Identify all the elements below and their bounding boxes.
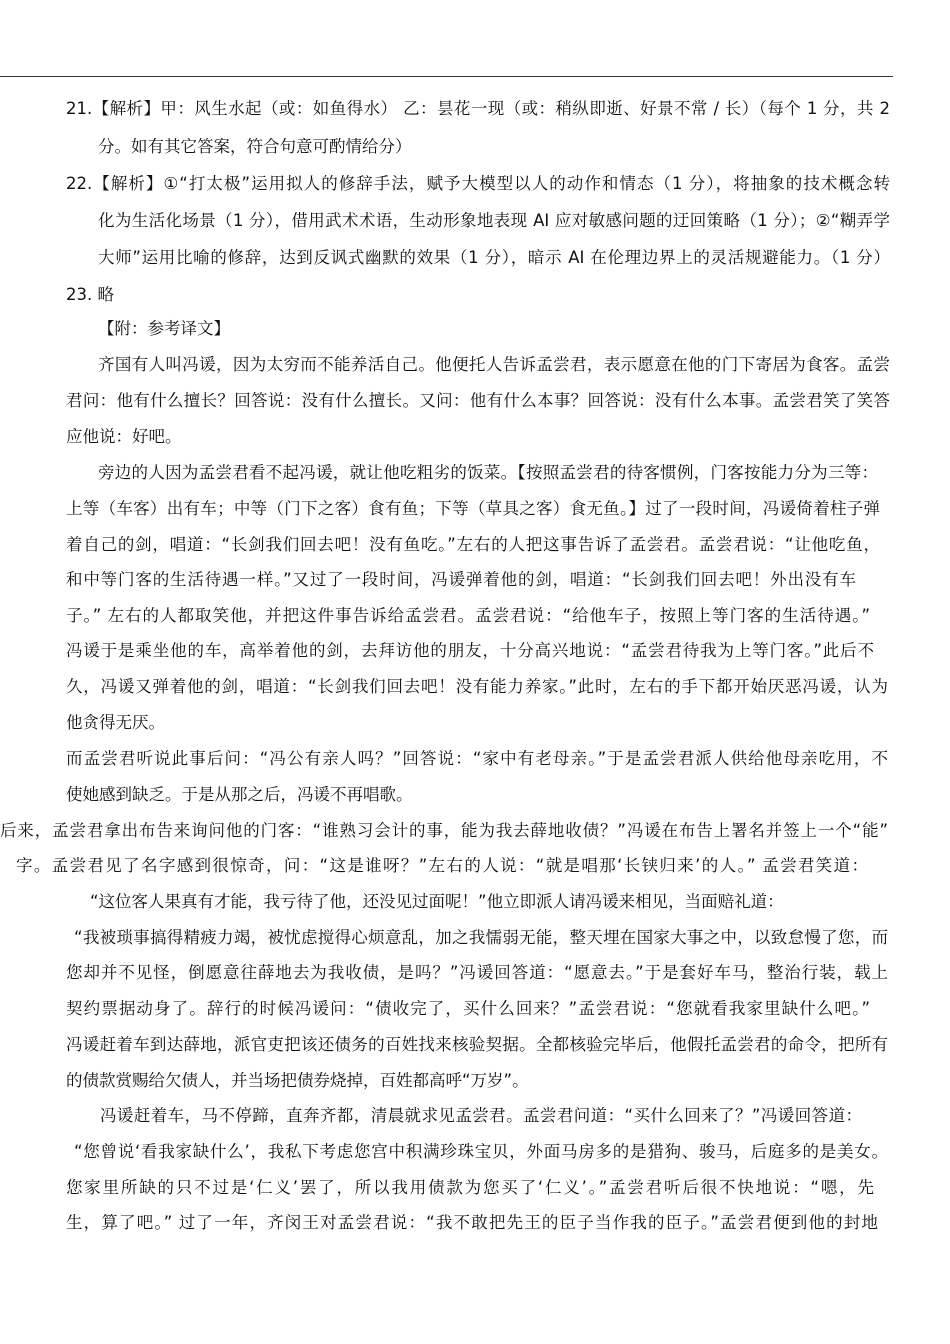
text-line: 使她感到缺乏。于是从那之后，冯谖不再唱歌。 (66, 785, 413, 804)
text-line: 生，算了吧。” 过了一年，齐闵王对孟尝君说：“我不敢把先王的臣子当作我的臣子。”孟尝君便到他的封地 (66, 1213, 878, 1232)
text-line: 冯谖赶着车到达薛地，派官吏把该还债务的百姓找来核验契据。全都核验完毕后，他假托孟尝君的命令，把所有 (66, 1035, 888, 1054)
text-line: “这位客人果真有才能，我亏待了他，还没见过面呢！”他立即派人请冯谖来相见，当面赔礼道： (90, 892, 784, 911)
text-line: 字。孟尝君见了名字感到很惊奇，问：“这是谁呀？”左右的人说：“就是唱那‘长铗归来’的人。” 孟尝君笑道： (16, 856, 868, 875)
text-line: 21.【解析】甲：风生水起（或：如鱼得水） 乙：昙花一现（或：稍纵即逝、好景不常 / 长）（每个 1 分，共 2 (66, 99, 890, 118)
text-line: 齐国有人叫冯谖，因为太穷而不能养活自己。他便托人告诉孟尝君，表示愿意在他的门下寄居为食客。孟尝 (98, 355, 890, 374)
text-line: 和中等门客的生活待遇一样。”又过了一段时间，冯谖弹着他的剑，唱道：“长剑我们回去吧！外出没有车 (66, 570, 856, 589)
text-line: 契约票据动身了。辞行的时候冯谖问：“债收完了，买什么回来？”孟尝君说：“您就看我家里缺什么吧。” (66, 999, 870, 1018)
text-line: 君问：他有什么擅长？回答说：没有什么擅长。又问：他有什么本事？回答说：没有什么本事。孟尝君笑了笑答 (66, 391, 890, 410)
text-line: 冯谖于是乘坐他的车，高举着他的剑，去拜访他的朋友，十分高兴地说：“孟尝君待我为上等门客。”此后不 (66, 641, 874, 660)
text-line: 大师”运用比喻的修辞，达到反讽式幽默的效果（1 分），暗示 AI 在伦理边界上的灵活规避能力。（1 分） (98, 248, 890, 267)
text-line: 您家里所缺的只不过是‘仁义’罢了，所以我用债款为您买了‘仁义’。”孟尝君听后很不快地说：“嗯，先 (66, 1178, 874, 1197)
text-line: 着自己的剑，唱道：“长剑我们回去吧！没有鱼吃。”左右的人把这事告诉了孟尝君。孟尝君说：“让他吃鱼， (66, 535, 880, 554)
text-line: 的债款赏赐给欠债人，并当场把债券烧掉，百姓都高呼“万岁”。 (66, 1071, 529, 1090)
text-line: 冯谖赶着车，马不停蹄，直奔齐都，清晨就求见孟尝君。孟尝君问道：“买什么回来了？”冯谖回答道： (100, 1106, 862, 1125)
text-line: “您曾说‘看我家缺什么’，我私下考虑您宫中积满珍珠宝贝，外面马房多的是猎狗、骏马，后庭多的是美女。 (74, 1142, 888, 1161)
text-line: 您却并不见怪，倒愿意往薛地去为我收债，是吗？”冯谖回答道：“愿意去。”于是套好车马，整治行装，载上 (66, 963, 888, 982)
text-line: 化为生活化场景（1 分），借用武术术语，生动形象地表现 AI 应对敏感问题的迂回策略（1 分）；②“糊弄学 (98, 211, 890, 230)
text-line: 而孟尝君听说此事后问：“冯公有亲人吗？”回答说：“家中有老母亲。”于是孟尝君派人供给他母亲吃用，不 (66, 749, 888, 768)
text-line: 22.【解析】①“打太极”运用拟人的修辞手法，赋予大模型以人的动作和情态（1 分），将抽象的技术概念转 (66, 174, 890, 193)
text-line: “我被琐事搞得精疲力竭，被忧虑搅得心烦意乱，加之我懦弱无能，整天埋在国家大事之中，以致怠慢了您，而 (74, 928, 888, 947)
text-line: 分。如有其它答案，符合句意可酌情给分） (98, 137, 412, 156)
text-line: 他贪得无厌。 (66, 713, 165, 732)
text-line: 后来，孟尝君拿出布告来询问他的门客：“谁熟习会计的事，能为我去薛地收债？”冯谖在布告上署名并签上一个“能” (0, 821, 888, 840)
text-line: 23. 略 (66, 285, 114, 304)
text-line: 旁边的人因为孟尝君看不起冯谖，就让他吃粗劣的饭菜。【按照孟尝君的待客惯例，门客按能力分为三等： (98, 463, 878, 482)
text-line: 应他说：好吧。 (66, 427, 182, 446)
header-rule (0, 76, 893, 77)
text-line: 子。” 左右的人都取笑他，并把这件事告诉给孟尝君。孟尝君说：“给他车子，按照上等门客的生活待遇。” (66, 606, 870, 625)
text-line: 上等（车客）出有车；中等（门下之客）食有鱼；下等（草具之客）食无鱼。】过了一段时间，冯谖倚着柱子弹 (66, 499, 880, 518)
text-line: 久，冯谖又弹着他的剑，唱道：“长剑我们回去吧！没有能力养家。”此时，左右的手下都开始厌恶冯谖，认为 (66, 677, 888, 696)
text-line: 【附：参考译文】 (98, 319, 230, 338)
